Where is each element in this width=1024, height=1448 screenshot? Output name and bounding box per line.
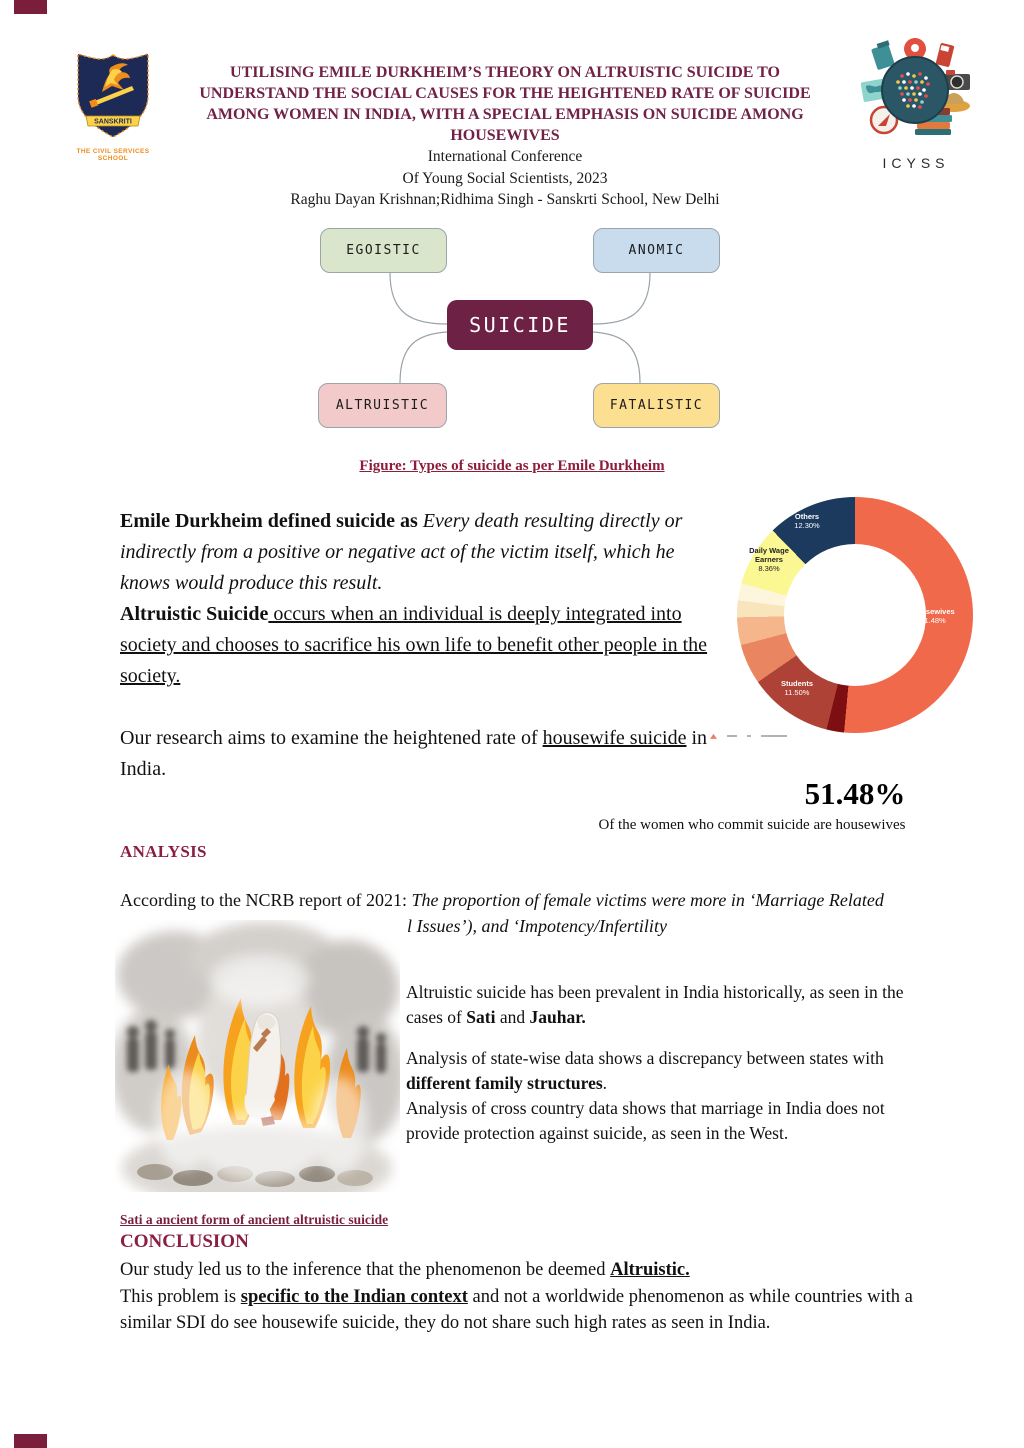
legend-dash	[761, 735, 787, 737]
sati-illustration	[115, 920, 400, 1192]
figure-caption: Figure: Types of suicide as per Emile Durkheim	[359, 458, 665, 474]
authors-line: Raghu Dayan Krishnan;Ridhima Singh - Sanskrti School, New Delhi	[290, 191, 720, 208]
history-paragraph	[406, 980, 914, 1030]
analysis-heading: ANALYSIS	[120, 842, 207, 861]
aim-prefix: Our research aims to examine the heightened rate of	[120, 727, 543, 749]
node-egoistic: EGOISTIC	[320, 228, 447, 273]
aim-underlined: housewife suicide	[542, 727, 687, 749]
altruistic-paragraph	[120, 599, 716, 692]
conclusion-line1	[120, 1257, 932, 1284]
school-logo	[72, 50, 154, 162]
definition-paragraph	[120, 506, 716, 599]
slice-label-others	[774, 512, 840, 530]
suicide-donut-chart	[737, 497, 973, 733]
node-anomic: ANOMIC	[593, 228, 720, 273]
conclusion-altruistic: Altruistic.	[610, 1260, 690, 1280]
statewise-paragraph	[406, 1046, 914, 1096]
conclusion-text	[120, 1257, 932, 1337]
icyss-logo	[858, 36, 974, 171]
school-tagline: THE CIVIL SERVICES SCHOOL	[76, 148, 150, 162]
poster-title-line: HOUSEWIVES	[450, 127, 560, 144]
slice-label-students	[763, 679, 831, 697]
node-altruistic: ALTRUISTIC	[318, 383, 447, 428]
aim-suffix: in India.	[120, 727, 708, 780]
suicide-types-diagram	[300, 222, 740, 434]
icyss-globe-icon	[858, 36, 974, 148]
node-fatalistic: FATALISTIC	[593, 383, 720, 428]
history-prefix: Altruistic suicide has been prevalent in India historically, as seen in the cases of	[406, 982, 904, 1027]
conference-line: Of Young Social Scientists, 2023	[402, 169, 608, 187]
history-mid: and	[495, 1007, 530, 1027]
definition-quote: Every death resulting directly or indirectly from a positive or negative act of the victim itself, which he knows would produce this result.	[120, 510, 683, 594]
research-aim-paragraph	[120, 723, 716, 785]
conference-line: International Conference	[427, 148, 583, 165]
analysis-text-column	[406, 980, 914, 1146]
icyss-label: ICYSS	[882, 155, 950, 171]
slice-label-daily-wage-earners	[743, 546, 795, 573]
stat-value: 51.48%	[804, 776, 906, 811]
poster-title-line: UNDERSTAND THE SOCIAL CAUSES FOR THE HEIGHTENED RATE OF SUICIDE	[199, 85, 811, 102]
altruistic-lead: Altruistic Suicide	[120, 603, 269, 625]
legend-dash	[727, 735, 737, 737]
poster-title-line: AMONG WOMEN IN INDIA, WITH A SPECIAL EMPHASIS ON SUICIDE AMONG	[206, 106, 804, 123]
conclusion-heading: CONCLUSION	[120, 1231, 249, 1252]
slice-pct: 51.48%	[920, 616, 946, 625]
poster-title-line: UTILISING EMILE DURKHEIM’S THEORY ON ALTRUISTIC SUICIDE TO	[230, 64, 780, 81]
header-text	[170, 62, 840, 211]
conclusion-line2	[120, 1284, 932, 1337]
slice-name: Others	[794, 512, 820, 521]
slice-name: Housewives	[911, 607, 955, 616]
corner-mark-top	[14, 0, 47, 14]
crosscountry-paragraph: Analysis of cross country data shows that marriage in India does not provide protection against suicide, as seen in the West.	[406, 1098, 885, 1143]
conclusion-line2-suffix: and not a worldwide phenomenon as while countries with a similar SDI do see housewife suicide, they do not share such high rates as seen in India.	[120, 1286, 913, 1333]
school-banner-text: SANSKRITI	[94, 118, 132, 126]
statewise-suffix: .	[602, 1073, 608, 1093]
ncrb-quote: The proportion of female victims were more in ‘Marriage Related	[411, 890, 884, 910]
slice-name: Daily Wage Earners	[749, 546, 789, 564]
definition-lead: Emile Durkheim defined suicide as	[120, 510, 423, 532]
altruistic-definition: occurs when an individual is deeply integrated into society and chooses to sacrifice his own life to benefit other people in the society.	[120, 603, 708, 687]
statewise-prefix: Analysis of state-wise data shows a discrepancy between states with	[406, 1048, 884, 1068]
ncrb-quote-line2: l Issues’), and ‘Impotency/Infertility	[407, 916, 667, 936]
node-suicide: SUICIDE	[447, 300, 593, 350]
stat-caption: Of the women who commit suicide are housewives	[598, 817, 906, 833]
chart-legend-fragment	[710, 727, 820, 735]
intro-text	[120, 506, 716, 785]
history-sati: Sati	[466, 1007, 496, 1027]
statewise-bold: different family structures	[406, 1073, 603, 1093]
sati-image-caption: Sati a ancient form of ancient altruistic suicide	[120, 1212, 389, 1227]
conclusion-line2-prefix: This problem is	[120, 1286, 241, 1307]
legend-dash	[747, 735, 751, 737]
slice-name: Students	[780, 679, 814, 688]
slice-pct: 12.30%	[794, 521, 820, 530]
slice-label-housewives	[893, 607, 973, 625]
conclusion-indian-context: specific to the Indian context	[240, 1286, 468, 1307]
history-jauhar: Jauhar.	[529, 1007, 586, 1027]
ncrb-prefix: According to the NCRB report of 2021:	[120, 890, 412, 910]
slice-pct: 11.50%	[784, 688, 810, 697]
conclusion-line1-prefix: Our study led us to the inference that the phenomenon be deemed	[120, 1260, 611, 1280]
corner-mark-bottom	[14, 1434, 47, 1448]
school-crest-icon	[72, 50, 154, 142]
slice-pct: 8.36%	[758, 564, 780, 573]
